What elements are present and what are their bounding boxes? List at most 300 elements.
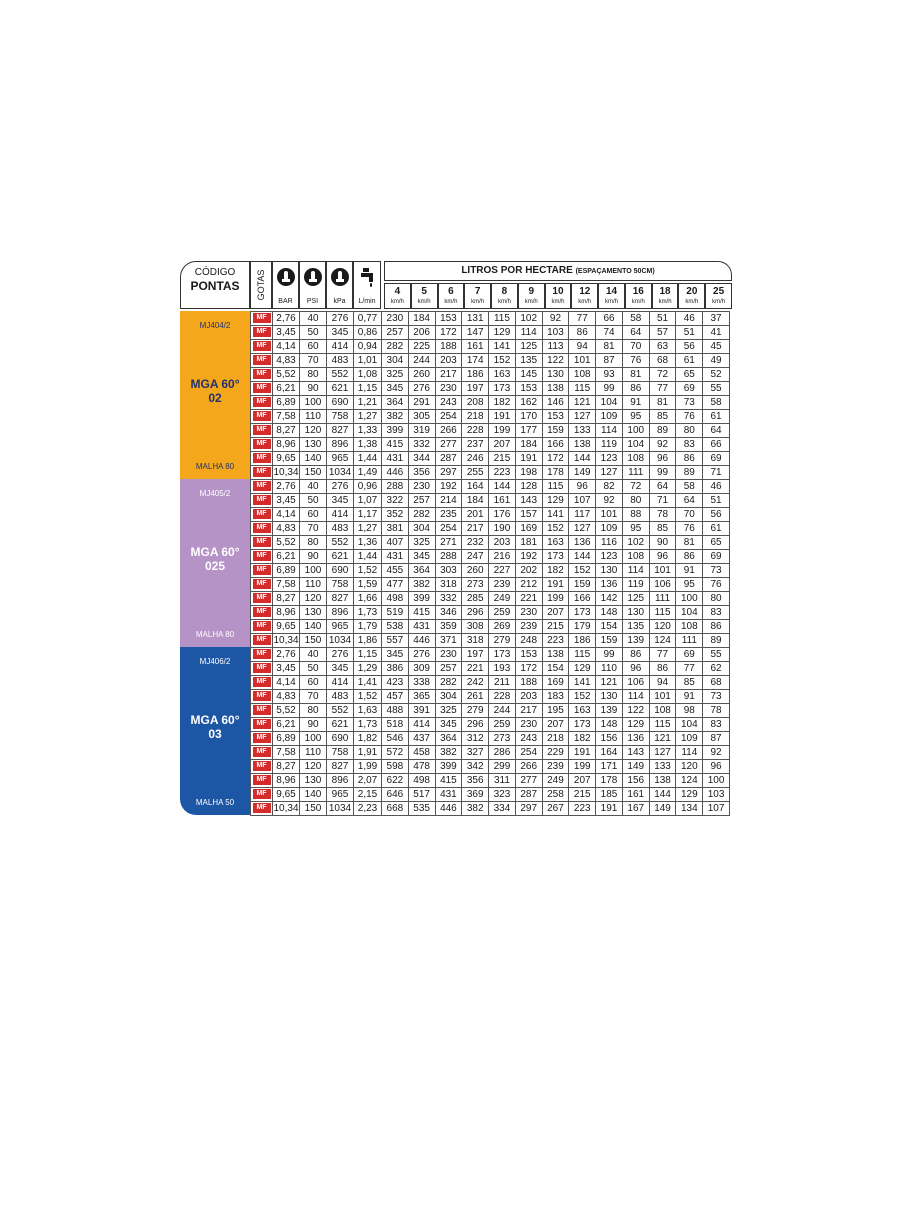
table-cell: 364 — [382, 396, 409, 410]
table-cell: 965 — [327, 620, 354, 634]
table-cell: 1,49 — [354, 466, 382, 480]
group-name — [180, 713, 250, 741]
header-bar-unit: BAR — [278, 298, 293, 305]
table-cell: 128 — [515, 480, 542, 494]
table-cell: 152 — [569, 690, 596, 704]
table-row — [251, 676, 730, 690]
table-cell: 621 — [327, 718, 354, 732]
table-cell: 55 — [703, 382, 730, 396]
table-cell: 221 — [462, 662, 489, 676]
group-code: MJ405/2 — [199, 489, 231, 498]
table-cell: 115 — [569, 382, 596, 396]
nozzle-spray-table — [180, 261, 732, 815]
header-codigo-pontas — [180, 261, 250, 309]
table-cell: 159 — [569, 578, 596, 592]
mf-badge: MF — [253, 747, 271, 757]
table-row — [251, 620, 730, 634]
table-cell: 359 — [435, 620, 462, 634]
table-cell: 95 — [622, 410, 649, 424]
speed-unit: km/h — [605, 299, 619, 305]
header-speed-2 — [438, 283, 465, 309]
table-cell: 173 — [569, 718, 596, 732]
table-body — [180, 311, 732, 815]
table-cell: 9,65 — [273, 452, 300, 466]
header-speed-10 — [652, 283, 679, 309]
table-cell: 1,08 — [354, 368, 382, 382]
table-row — [251, 410, 730, 424]
table-cell: 114 — [596, 424, 623, 438]
table-cell: 130 — [542, 368, 569, 382]
table-row — [251, 732, 730, 746]
group-mesh: MALHA 80 — [195, 630, 235, 639]
table-cell: 92 — [703, 746, 730, 760]
table-cell: 1,59 — [354, 578, 382, 592]
table-cell: 8,96 — [273, 438, 300, 452]
mf-badge: MF — [253, 453, 271, 463]
table-cell: 2,15 — [354, 788, 382, 802]
mf-badge: MF — [253, 677, 271, 687]
table-cell: 431 — [408, 620, 435, 634]
mf-badge: MF — [253, 733, 271, 743]
table-cell: 99 — [649, 466, 676, 480]
table-cell: 6,89 — [273, 732, 300, 746]
mf-badge: MF — [253, 803, 271, 813]
table-cell: 172 — [542, 452, 569, 466]
mf-badge: MF — [253, 775, 271, 785]
table-cell: 304 — [382, 354, 409, 368]
table-cell: 276 — [408, 648, 435, 662]
table-cell: 257 — [408, 494, 435, 508]
table-cell: 40 — [300, 480, 327, 494]
group-name — [180, 377, 250, 405]
mf-badge: MF — [253, 761, 271, 771]
mf-cell — [251, 620, 273, 634]
table-cell: 106 — [622, 676, 649, 690]
table-cell: 73 — [703, 564, 730, 578]
table-cell: 217 — [435, 368, 462, 382]
table-cell: 71 — [649, 494, 676, 508]
table-cell: 71 — [703, 466, 730, 480]
table-cell: 161 — [462, 340, 489, 354]
table-cell: 2,23 — [354, 802, 382, 816]
table-cell: 407 — [382, 536, 409, 550]
table-cell: 572 — [382, 746, 409, 760]
table-cell: 108 — [622, 452, 649, 466]
table-cell: 248 — [515, 634, 542, 648]
table-cell: 269 — [489, 620, 516, 634]
table-cell: 297 — [435, 466, 462, 480]
table-cell: 141 — [489, 340, 516, 354]
table-cell: 152 — [489, 354, 516, 368]
table-row — [251, 704, 730, 718]
speed-value: 20 — [686, 286, 698, 297]
table-cell: 207 — [542, 718, 569, 732]
table-cell: 258 — [542, 788, 569, 802]
table-cell: 138 — [542, 382, 569, 396]
table-cell: 104 — [676, 718, 703, 732]
table-cell: 86 — [676, 550, 703, 564]
table-cell: 230 — [435, 382, 462, 396]
table-cell: 249 — [542, 774, 569, 788]
table-cell: 198 — [515, 466, 542, 480]
table-cell: 119 — [596, 438, 623, 452]
table-cell: 4,14 — [273, 676, 300, 690]
table-cell: 273 — [462, 578, 489, 592]
table-cell: 896 — [327, 438, 354, 452]
table-cell: 690 — [327, 396, 354, 410]
mf-badge: MF — [253, 691, 271, 701]
table-cell: 3,45 — [273, 494, 300, 508]
table-cell: 86 — [676, 452, 703, 466]
header-speed-9 — [625, 283, 652, 309]
header-speed-12 — [705, 283, 732, 309]
table-cell: 1,27 — [354, 522, 382, 536]
table-cell: 191 — [515, 452, 542, 466]
table-cell: 211 — [489, 676, 516, 690]
table-cell: 90 — [300, 718, 327, 732]
table-cell: 483 — [327, 690, 354, 704]
table-cell: 135 — [515, 354, 542, 368]
table-cell: 182 — [489, 396, 516, 410]
nozzle-group — [180, 479, 732, 647]
speed-unit: km/h — [444, 299, 458, 305]
table-cell: 446 — [408, 634, 435, 648]
table-cell: 49 — [703, 354, 730, 368]
mf-cell — [251, 592, 273, 606]
table-cell: 83 — [703, 718, 730, 732]
table-row — [251, 648, 730, 662]
table-cell: 87 — [596, 354, 623, 368]
table-cell: 69 — [703, 452, 730, 466]
mf-badge: MF — [253, 705, 271, 715]
table-row — [251, 536, 730, 550]
table-cell: 108 — [622, 550, 649, 564]
table-cell: 399 — [435, 760, 462, 774]
table-cell: 325 — [435, 704, 462, 718]
table-cell: 827 — [327, 592, 354, 606]
table-cell: 1,21 — [354, 396, 382, 410]
table-cell: 114 — [676, 746, 703, 760]
table-cell: 80 — [300, 704, 327, 718]
table-cell: 83 — [676, 438, 703, 452]
table-cell: 70 — [300, 690, 327, 704]
mf-cell — [251, 704, 273, 718]
table-cell: 149 — [622, 760, 649, 774]
table-cell: 199 — [489, 424, 516, 438]
table-row — [251, 592, 730, 606]
table-cell: 145 — [515, 368, 542, 382]
table-cell: 179 — [569, 620, 596, 634]
table-cell: 81 — [596, 340, 623, 354]
table-cell: 86 — [649, 662, 676, 676]
table-cell: 1034 — [327, 802, 354, 816]
table-cell: 181 — [515, 536, 542, 550]
table-cell: 327 — [462, 746, 489, 760]
table-cell: 127 — [569, 410, 596, 424]
table-cell: 138 — [542, 648, 569, 662]
table-cell: 58 — [703, 396, 730, 410]
speed-value: 16 — [632, 286, 644, 297]
speed-unit: km/h — [497, 299, 511, 305]
table-cell: 153 — [435, 312, 462, 326]
table-cell: 282 — [408, 508, 435, 522]
table-cell: 4,14 — [273, 508, 300, 522]
table-cell: 122 — [542, 354, 569, 368]
table-cell: 309 — [408, 662, 435, 676]
speed-value: 18 — [659, 286, 671, 297]
table-cell: 169 — [515, 522, 542, 536]
table-cell: 61 — [703, 522, 730, 536]
table-cell: 106 — [649, 578, 676, 592]
table-cell: 114 — [622, 690, 649, 704]
mf-badge: MF — [253, 719, 271, 729]
table-cell: 345 — [327, 326, 354, 340]
table-cell: 85 — [649, 522, 676, 536]
table-cell: 108 — [676, 620, 703, 634]
table-cell: 66 — [596, 312, 623, 326]
table-cell: 690 — [327, 564, 354, 578]
table-cell: 76 — [676, 522, 703, 536]
table-cell: 104 — [596, 396, 623, 410]
table-cell: 99 — [596, 382, 623, 396]
table-cell: 55 — [703, 648, 730, 662]
table-cell: 217 — [515, 704, 542, 718]
group-label-band — [180, 311, 250, 479]
table-cell: 111 — [649, 592, 676, 606]
table-cell: 382 — [462, 802, 489, 816]
table-cell: 334 — [489, 802, 516, 816]
group-name — [180, 545, 250, 573]
table-cell: 173 — [542, 550, 569, 564]
table-cell: 129 — [569, 662, 596, 676]
table-cell: 1,17 — [354, 508, 382, 522]
table-cell: 72 — [622, 480, 649, 494]
table-cell: 51 — [703, 494, 730, 508]
table-cell: 135 — [622, 620, 649, 634]
table-cell: 150 — [300, 634, 327, 648]
faucet-icon — [359, 267, 375, 287]
mf-badge: MF — [253, 523, 271, 533]
table-cell: 5,52 — [273, 368, 300, 382]
table-cell: 87 — [703, 732, 730, 746]
table-cell: 1,73 — [354, 606, 382, 620]
table-cell: 352 — [382, 508, 409, 522]
table-cell: 37 — [703, 312, 730, 326]
table-cell: 109 — [676, 732, 703, 746]
table-cell: 86 — [703, 620, 730, 634]
header-psi-unit: PSI — [306, 298, 319, 305]
mf-badge: MF — [253, 789, 271, 799]
mf-badge: MF — [253, 565, 271, 575]
table-cell: 50 — [300, 326, 327, 340]
table-cell: 345 — [327, 662, 354, 676]
table-cell: 203 — [515, 690, 542, 704]
table-cell: 1,52 — [354, 564, 382, 578]
mf-cell — [251, 480, 273, 494]
table-cell: 110 — [300, 578, 327, 592]
table-row — [251, 452, 730, 466]
table-cell: 51 — [676, 326, 703, 340]
table-cell: 382 — [382, 410, 409, 424]
table-cell: 107 — [569, 494, 596, 508]
table-cell: 173 — [489, 648, 516, 662]
table-cell: 40 — [300, 648, 327, 662]
table-row — [251, 690, 730, 704]
table-cell: 243 — [435, 396, 462, 410]
mf-badge: MF — [253, 439, 271, 449]
mf-cell — [251, 438, 273, 452]
table-cell: 282 — [435, 676, 462, 690]
table-row — [251, 494, 730, 508]
table-cell: 120 — [300, 424, 327, 438]
table-cell: 478 — [408, 760, 435, 774]
mf-badge: MF — [253, 411, 271, 421]
table-cell: 142 — [596, 592, 623, 606]
table-cell: 96 — [622, 662, 649, 676]
table-cell: 1,79 — [354, 620, 382, 634]
speed-unit: km/h — [712, 299, 726, 305]
table-cell: 130 — [300, 774, 327, 788]
table-cell: 58 — [676, 480, 703, 494]
table-cell: 77 — [676, 662, 703, 676]
header-pontas: PONTAS — [190, 279, 240, 293]
group-code: MJ406/2 — [199, 657, 231, 666]
table-cell: 130 — [300, 606, 327, 620]
table-cell: 8,27 — [273, 760, 300, 774]
table-cell: 345 — [382, 382, 409, 396]
table-cell: 304 — [435, 690, 462, 704]
table-cell: 1,36 — [354, 536, 382, 550]
table-cell: 50 — [300, 494, 327, 508]
table-row — [251, 368, 730, 382]
table-cell: 127 — [596, 466, 623, 480]
table-cell: 146 — [542, 396, 569, 410]
speed-unit: km/h — [390, 299, 404, 305]
table-cell: 164 — [462, 480, 489, 494]
table-cell: 286 — [489, 746, 516, 760]
mf-cell — [251, 746, 273, 760]
table-cell: 111 — [676, 634, 703, 648]
table-cell: 80 — [676, 424, 703, 438]
table-cell: 70 — [676, 508, 703, 522]
table-cell: 66 — [703, 438, 730, 452]
table-cell: 6,21 — [273, 550, 300, 564]
table-cell: 230 — [515, 718, 542, 732]
table-cell: 104 — [622, 438, 649, 452]
table-cell: 249 — [489, 592, 516, 606]
table-cell: 10,34 — [273, 635, 299, 646]
table-cell: 437 — [408, 732, 435, 746]
table-cell: 63 — [649, 340, 676, 354]
table-cell: 119 — [622, 578, 649, 592]
table-cell: 123 — [596, 550, 623, 564]
header-speed-11 — [678, 283, 705, 309]
table-cell: 166 — [542, 438, 569, 452]
table-cell: 319 — [408, 424, 435, 438]
table-cell: 60 — [300, 340, 327, 354]
table-cell: 365 — [408, 690, 435, 704]
table-cell: 96 — [649, 550, 676, 564]
mf-cell — [251, 340, 273, 354]
table-cell: 203 — [435, 354, 462, 368]
table-cell: 207 — [542, 606, 569, 620]
table-cell: 107 — [703, 802, 730, 816]
table-cell: 414 — [327, 340, 354, 354]
table-cell: 154 — [596, 620, 623, 634]
table-cell: 758 — [327, 410, 354, 424]
table-cell: 8,96 — [273, 774, 300, 788]
table-cell: 68 — [703, 676, 730, 690]
table-cell: 152 — [542, 522, 569, 536]
table-cell: 101 — [649, 564, 676, 578]
table-cell: 117 — [569, 508, 596, 522]
table-cell: 254 — [435, 410, 462, 424]
table-cell: 246 — [462, 452, 489, 466]
table-cell: 1,38 — [354, 438, 382, 452]
table-cell: 148 — [596, 718, 623, 732]
pressure-gauge-icon — [304, 268, 322, 286]
table-cell: 177 — [515, 424, 542, 438]
speed-unit: km/h — [631, 299, 645, 305]
table-cell: 96 — [649, 452, 676, 466]
mf-cell — [251, 494, 273, 508]
table-cell: 1,33 — [354, 424, 382, 438]
mf-badge: MF — [253, 579, 271, 589]
table-row — [251, 396, 730, 410]
table-cell: 414 — [327, 676, 354, 690]
header-litros-por-hectare — [384, 261, 732, 309]
mf-cell — [251, 634, 273, 648]
table-cell: 140 — [300, 788, 327, 802]
table-cell: 215 — [489, 452, 516, 466]
table-cell: 192 — [435, 480, 462, 494]
table-cell: 0,86 — [354, 326, 382, 340]
table-cell: 143 — [622, 746, 649, 760]
speed-unit: km/h — [578, 299, 592, 305]
table-cell: 1,41 — [354, 676, 382, 690]
table-cell: 415 — [408, 606, 435, 620]
table-cell: 170 — [515, 410, 542, 424]
mf-cell — [251, 522, 273, 536]
table-cell: 2,76 — [273, 312, 300, 326]
table-cell: 7,58 — [273, 578, 300, 592]
table-cell: 161 — [489, 494, 516, 508]
table-row — [251, 634, 730, 648]
table-cell: 89 — [649, 424, 676, 438]
table-cell: 100 — [300, 732, 327, 746]
table-cell: 346 — [435, 606, 462, 620]
table-cell: 223 — [569, 802, 596, 816]
table-cell: 90 — [649, 536, 676, 550]
table-cell: 70 — [300, 522, 327, 536]
table-cell: 102 — [515, 312, 542, 326]
table-cell: 312 — [462, 732, 489, 746]
table-cell: 483 — [327, 522, 354, 536]
speed-value: 25 — [713, 286, 725, 297]
table-cell: 121 — [569, 396, 596, 410]
table-cell: 277 — [435, 438, 462, 452]
group-data-table — [250, 311, 730, 480]
table-cell: 6,89 — [273, 564, 300, 578]
table-cell: 64 — [676, 494, 703, 508]
table-cell: 518 — [382, 718, 409, 732]
table-cell: 120 — [676, 760, 703, 774]
mf-badge: MF — [253, 327, 271, 337]
header-lph-title — [384, 261, 732, 281]
table-cell: 225 — [408, 340, 435, 354]
speed-value: 5 — [421, 286, 427, 297]
table-cell: 113 — [542, 340, 569, 354]
